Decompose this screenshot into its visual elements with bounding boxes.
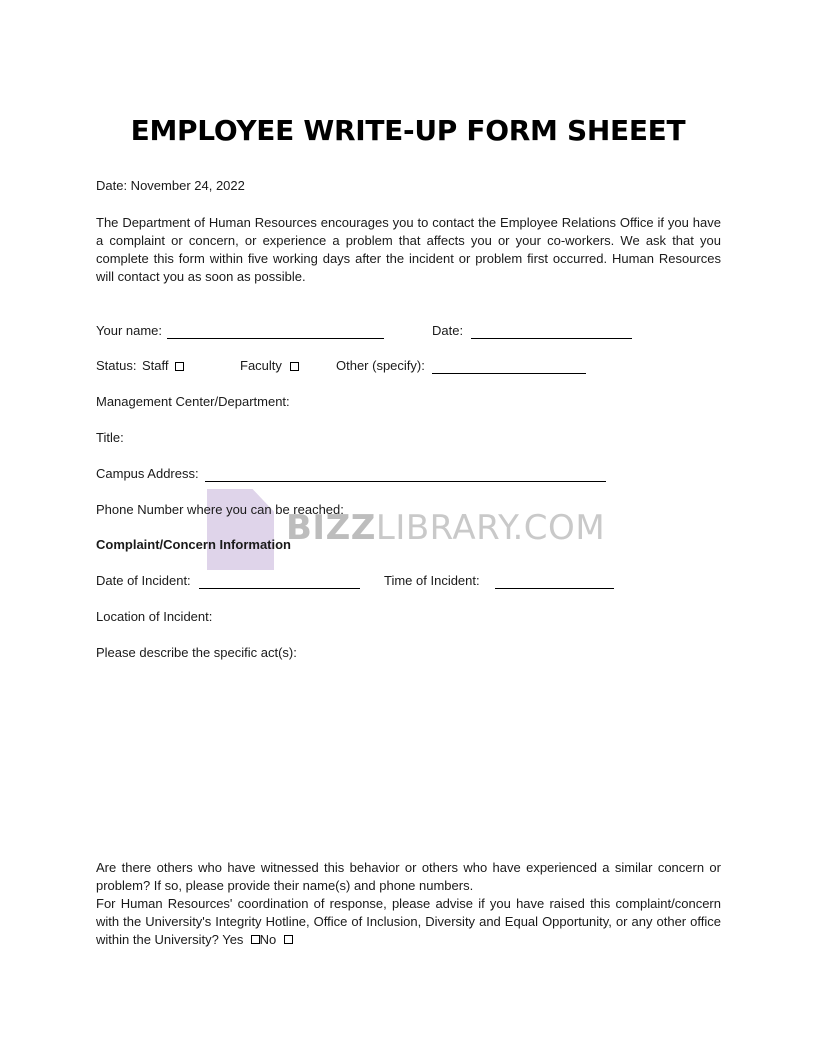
form-title: EMPLOYEE WRITE-UP FORM SHEEET xyxy=(130,114,686,147)
title-label: Title: xyxy=(96,430,124,445)
time-of-incident-field[interactable] xyxy=(495,588,614,589)
faculty-checkbox[interactable] xyxy=(290,362,299,371)
other-specify-field[interactable] xyxy=(432,373,586,374)
your-name-label: Your name: xyxy=(96,323,163,338)
date-line: Date: November 24, 2022 xyxy=(96,178,245,193)
yes-checkbox[interactable] xyxy=(251,935,260,944)
date-of-incident-field[interactable] xyxy=(199,588,360,589)
intro-paragraph: The Department of Human Resources encourages you to contact the Employee Relations Office if you have a complaint or concern, or experience a problem that affects you or your co-workers. We ask that you complete this form within five working days after the incident or problem first occurred. Human Resources will contact you as soon as possible. xyxy=(96,215,721,284)
yes-label: Yes xyxy=(222,932,244,947)
time-of-incident-label: Time of Incident: xyxy=(384,573,480,588)
date-of-incident-label: Date of Incident: xyxy=(96,573,191,588)
date-label: Date: xyxy=(432,323,464,338)
staff-checkbox[interactable] xyxy=(175,362,184,371)
no-label: No xyxy=(259,932,277,947)
no-checkbox[interactable] xyxy=(284,935,293,944)
other-specify-label: Other (specify): xyxy=(336,358,425,373)
staff-label: Staff xyxy=(142,358,169,373)
watermark-bold-text: BIZZ xyxy=(286,508,376,548)
status-label: Status: xyxy=(96,358,137,373)
phone-number-label: Phone Number where you can be reached: xyxy=(96,502,344,517)
witness-paragraph: Are there others who have witnessed this behavior or others who have experienced a similar concern or problem? If so, please provide their name(s) and phone numbers. xyxy=(96,860,721,893)
your-name-field[interactable] xyxy=(167,338,384,339)
campus-address-field[interactable] xyxy=(205,481,606,482)
location-of-incident-label: Location of Incident: xyxy=(96,609,213,624)
date-field[interactable] xyxy=(471,338,632,339)
watermark-light-text: LIBRARY.COM xyxy=(375,508,606,548)
management-center-label: Management Center/Department: xyxy=(96,394,290,409)
coordination-text: For Human Resources' coordination of response, please advise if you have raised this complaint/concern with the University's Integrity Hotline, Office of Inclusion, Diversity and Equal Opportunity, or any other office within the University? xyxy=(96,896,721,947)
complaint-heading: Complaint/Concern Information xyxy=(96,537,291,552)
describe-acts-label: Please describe the specific act(s): xyxy=(96,645,297,660)
faculty-label: Faculty xyxy=(240,358,282,373)
coordination-paragraph xyxy=(96,895,721,949)
campus-address-label: Campus Address: xyxy=(96,466,199,481)
